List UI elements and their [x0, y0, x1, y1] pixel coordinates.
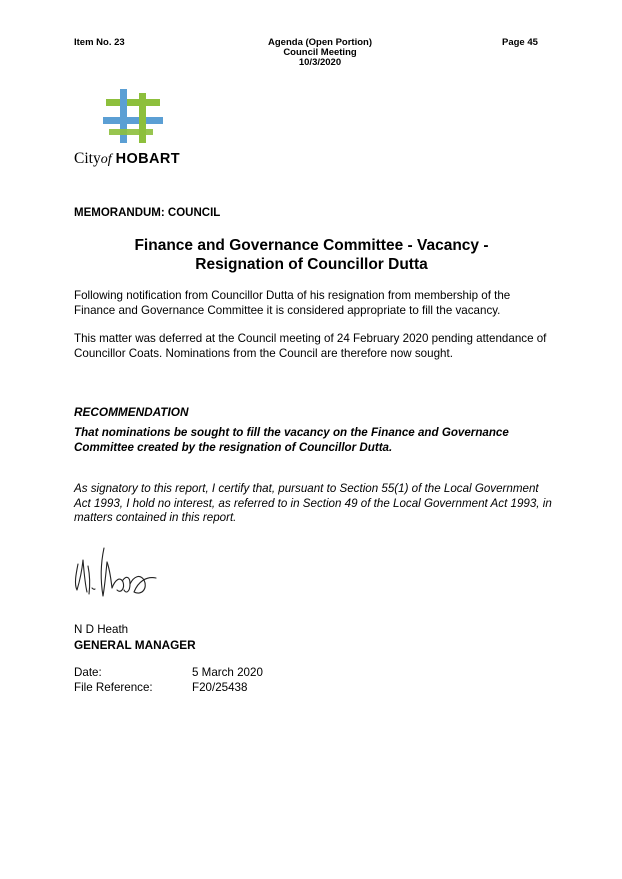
meeting-date: 10/3/2020	[298, 57, 342, 68]
date-row	[74, 666, 263, 679]
memo-heading: MEMORANDUM: COUNCIL	[74, 207, 221, 219]
report-title-line2: Resignation of Councillor Dutta	[195, 256, 428, 273]
logo-of: of	[100, 152, 112, 167]
city-of-hobart-logo-mark	[100, 86, 166, 146]
logo-hobart: HOBART	[115, 151, 181, 167]
item-number: Item No. 23	[74, 37, 125, 48]
body-paragraph-2: This matter was deferred at the Council meeting of 24 February 2020 pending attendance of Councillor Coats. Nominations from the Council are therefore now sought.	[74, 332, 547, 360]
agenda-header	[240, 38, 400, 68]
logo-city: City	[74, 150, 101, 167]
recommendation-heading: RECOMMENDATION	[74, 405, 189, 419]
report-title	[74, 236, 549, 274]
date-value: 5 March 2020	[192, 666, 263, 679]
date-label: Date:	[74, 666, 102, 679]
body-paragraph-1: Following notification from Councillor Dutta of his resignation from membership of the Finance and Governance Committee it is considered appropriate to fill the vacancy.	[74, 289, 511, 317]
meeting-name: Council Meeting	[283, 47, 357, 58]
report-title-line1: Finance and Governance Committee - Vacancy -	[134, 237, 489, 254]
handwritten-signature	[68, 540, 168, 604]
file-reference-value: F20/25438	[192, 681, 248, 694]
recommendation-text: That nominations be sought to fill the vacancy on the Finance and Governance Committee created by the resignation of Councillor Dutta.	[74, 426, 509, 454]
signatory-title: GENERAL MANAGER	[74, 638, 196, 652]
signatory-name: N D Heath	[74, 623, 129, 636]
file-reference-label: File Reference:	[74, 681, 153, 694]
file-reference-row	[74, 681, 247, 694]
city-of-hobart-wordmark	[74, 150, 180, 168]
certification-statement: As signatory to this report, I certify that, pursuant to Section 55(1) of the Local Government Act 1993, I hold no interest, as referred to in Section 49 of the Local Government Act 1993, in matters contained in this report.	[74, 482, 552, 524]
page-number: Page 45	[502, 37, 538, 48]
agenda-portion: Agenda (Open Portion)	[268, 37, 372, 48]
